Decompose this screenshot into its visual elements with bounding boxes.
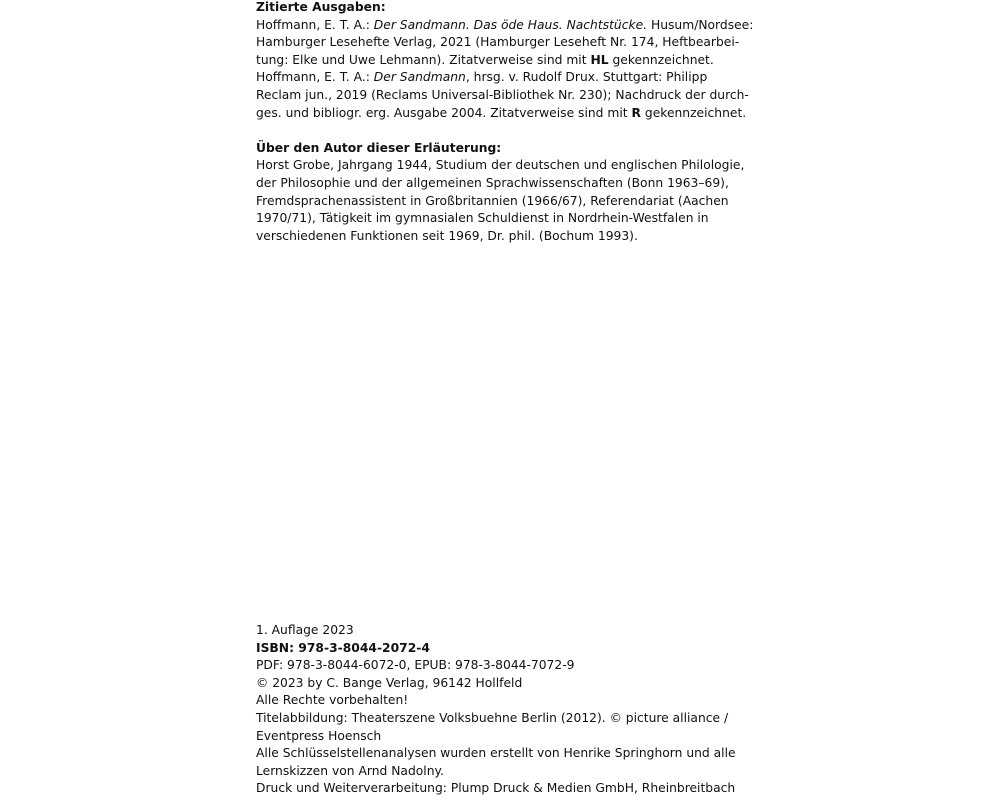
author-bio-line: Horst Grobe, Jahrgang 1944, Studium der deutschen und englischen Philologie,: [256, 158, 745, 173]
entry-1-title: Der Sandmann. Das öde Haus. Nachtstücke.: [373, 17, 648, 32]
cover-credit-line-1: Titelabbildung: Theaterszene Volksbuehne Berlin (2012). © picture alliance /: [256, 710, 729, 725]
section-spacer: [256, 122, 756, 140]
cited-editions-section: [256, 0, 756, 245]
entry-2-after-title: , hrsg. v. Rudolf Drux. Stuttgart: Philipp: [465, 70, 708, 85]
cited-entry-1-line-1: [256, 17, 756, 35]
cover-credit-line-2: Eventpress Hoensch: [256, 728, 382, 743]
cited-entry-2-line-1: [256, 69, 756, 87]
imprint-section: [256, 622, 756, 798]
author-bio-line: der Philosophie und der allgemeinen Sprachwissenschaften (Bonn 1963–69),: [256, 175, 729, 190]
digital-isbn-line: PDF: 978-3-8044-6072-0, EPUB: 978-3-8044-7072-9: [256, 658, 575, 673]
entry-1-ref-marker: HL: [590, 52, 609, 67]
cited-entry-1-line-3: [256, 52, 756, 70]
entry-1-author: Hoffmann, E. T. A.:: [256, 17, 374, 32]
entry-1-after-title: Husum/Nordsee:: [647, 17, 754, 32]
analysis-credit-line-1: Alle Schlüsselstellenanalysen wurden erstellt von Henrike Springhorn und alle: [256, 746, 736, 761]
isbn-line: ISBN: 978-3-8044-2072-4: [256, 640, 430, 655]
entry-2-ref-marker: R: [631, 105, 641, 120]
entry-2-author: Hoffmann, E. T. A.:: [256, 70, 374, 85]
author-bio-line: 1970/71), Tätigkeit im gymnasialen Schuldienst in Nordrhein-Westfalen in: [256, 211, 709, 226]
entry-1-ref-pre: tung: Elke und Uwe Lehmann). Zitatverweise sind mit: [256, 52, 591, 67]
printing-credit-line: Druck und Weiterverarbeitung: Plump Druck & Medien GmbH, Rheinbreitbach: [256, 781, 736, 796]
entry-1-ref-post: gekennzeichnet.: [608, 52, 714, 67]
author-bio-line: verschiedenen Funktionen seit 1969, Dr. phil. (Bochum 1993).: [256, 228, 638, 243]
cited-editions-heading: Zitierte Ausgaben:: [256, 0, 386, 14]
cited-entry-2-line-2: Reclam jun., 2019 (Reclams Universal-Bibliothek Nr. 230); Nachdruck der durch-: [256, 87, 749, 102]
author-bio-line: Fremdsprachenassistent in Großbritannien (1966/67), Referendariat (Aachen: [256, 193, 729, 208]
rights-line: Alle Rechte vorbehalten!: [256, 693, 409, 708]
entry-2-title: Der Sandmann: [373, 70, 466, 85]
cited-entry-2-line-3: [256, 105, 756, 123]
entry-2-ref-pre: ges. und bibliogr. erg. Ausgabe 2004. Zitatverweise sind mit: [256, 105, 632, 120]
edition-line: 1. Auflage 2023: [256, 623, 354, 637]
author-section-heading: Über den Autor dieser Erläuterung:: [256, 140, 502, 155]
copyright-line: © 2023 by C. Bange Verlag, 96142 Hollfeld: [256, 675, 523, 690]
analysis-credit-line-2: Lernskizzen von Arnd Nadolny.: [256, 763, 444, 778]
cited-entry-1-line-2: Hamburger Lesehefte Verlag, 2021 (Hamburger Leseheft Nr. 174, Heftbearbei-: [256, 35, 740, 50]
entry-2-ref-post: gekennzeichnet.: [640, 105, 747, 120]
